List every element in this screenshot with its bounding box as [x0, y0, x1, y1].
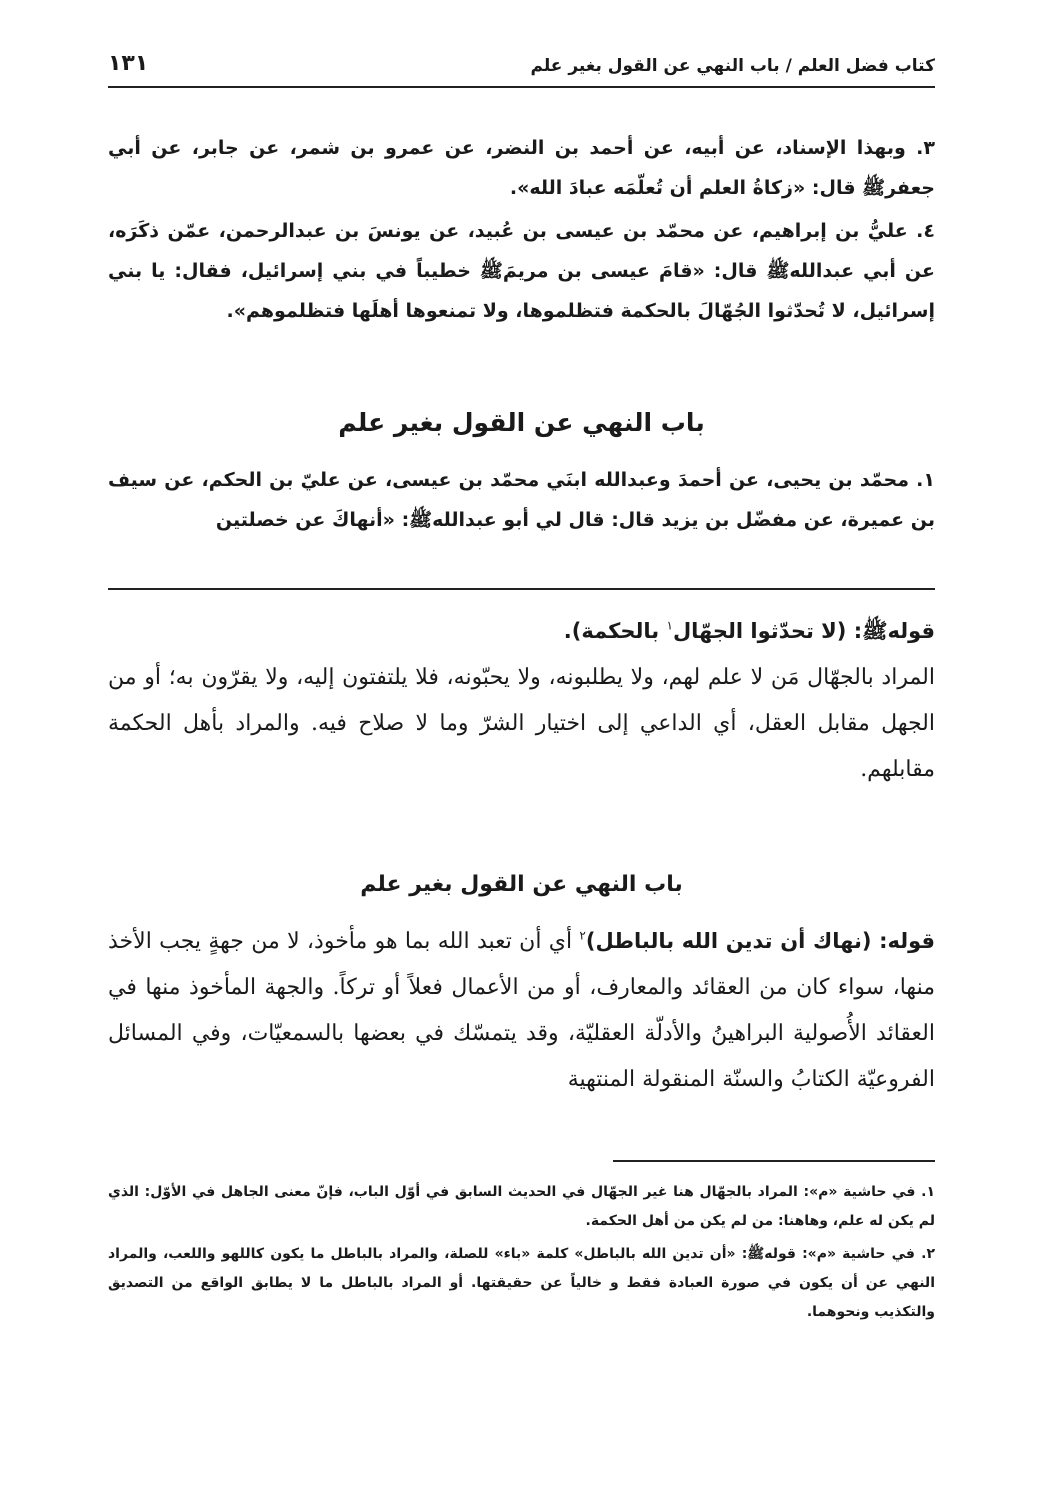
commentary-1-lead-line [108, 608, 935, 655]
running-header [108, 36, 935, 76]
footnote-rule [613, 1160, 935, 1162]
commentary-2-body: أي أن تعبد الله بما هو مأخوذ، لا من جهةٍ يجب الأخذ منها، سواء كان من العقائد والمعارف، أو من الأعمال فعلاً أو تركاً. والجهة المأخوذ منها في العقائد الأُصولية البراهينُ والأدلّة العقليّة، وقد يتمسّك في بعضها بالسمعيّات، وفي المسائل الفروعيّة الكتابُ والسنّة المنقولة المنتهية [108, 929, 935, 1092]
commentary-2-paragraph [108, 918, 935, 1103]
footnote-ref-1: ١ [666, 618, 673, 633]
commentary-1-lead-end: بالحكمة). [563, 619, 667, 643]
commentary-1-lead: قولهﷺ: (لا تحدّثوا الجهّال [672, 619, 935, 643]
footnote-1: ١. في حاشية «م»: المراد بالجهّال هنا غير الجهّال في الحديث السابق في أوّل الباب، فإنّ معنى الجاهل في الأوّل: الذي لم يكن له علم، وهاهنا: من لم يكن من أهل الحكمة. [108, 1184, 935, 1229]
commentary-1-body: المراد بالجهّال مَن لا علم لهم، ولا يطلبونه، ولا يحبّونه، فلا يلتفتون إليه، ولا يقرّون به؛ أو من الجهل مقابل العقل، أي الداعي إلى اختيار الشرّ وما لا صلاح فيه. والمراد بأهل الحكمة مقابلهم. [108, 665, 935, 782]
hadith-3: ٣. وبهذا الإسناد، عن أبيه، عن أحمد بن النضر، عن عمرو بن شمر، عن جابر، عن أبي جعفرﷺ قال: «زكاةُ العلم أن تُعلّمَه عبادَ الله». [108, 137, 935, 199]
footnote-2: ٢. في حاشية «م»: قولهﷺ: «أن تدين الله بالباطل» كلمة «باء» للصلة، والمراد بالباطل ما يكون كاللهو واللعب، والمراد النهي عن أن يكون في صورة العبادة فقط و خالياً عن حقيقتها. أو المراد بالباطل ما لا يطابق الواقع من التصديق والتكذيب ونحوهما. [108, 1246, 935, 1320]
commentary-2 [108, 918, 935, 1103]
footnote-ref-2: ٢ [579, 928, 586, 943]
hadith-4: ٤. عليُّ بن إبراهيم، عن محمّد بن عيسى بن عُبيد، عن يونسَ بن عبدالرحمن، عمّن ذكَرَه، عن أبي عبداللهﷺ قال: «قامَ عيسى بن مريمَﷺ خطيباً في بني إسرائيل، فقال: يا بني إسرائيل، لا تُحدّثوا الجُهّالَ بالحكمة فتظلموها، ولا تمنعوها أهلَها فتظلموهم». [108, 220, 935, 322]
running-title: كتاب فضل العلم / باب النهي عن القول بغير علم [530, 56, 935, 76]
commentary-2-lead: قوله: (نهاك أن تدين الله بالباطل) [585, 929, 936, 953]
page-number: ١٣١ [108, 51, 149, 76]
chapter-heading: باب النهي عن القول بغير علم [338, 408, 705, 437]
commentary-1 [108, 608, 935, 793]
text-separator-rule [108, 588, 935, 590]
header-rule [108, 86, 935, 88]
hadith-1: ١. محمّد بن يحيى، عن أحمدَ وعبدالله ابنَي محمّد بن عيسى، عن عليّ بن الحكم، عن سيف بن عميرة، عن مفضّل بن يزيد قال: قال لي أبو عبداللهﷺ: «أنهاكَ عن خصلتين [108, 469, 935, 531]
hadith-text-top [108, 128, 935, 331]
hadith-text-chapter [108, 460, 935, 540]
footnotes [108, 1178, 935, 1327]
commentary-heading: باب النهي عن القول بغير علم [360, 872, 683, 897]
